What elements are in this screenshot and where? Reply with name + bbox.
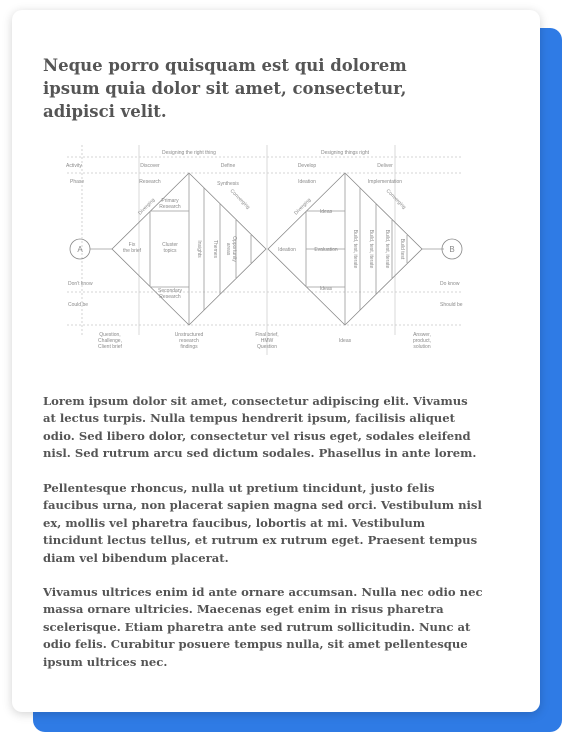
label-could-be: Could be bbox=[68, 302, 89, 308]
label-fix-the-brief: Fix the brief bbox=[122, 242, 142, 254]
label-bottom-answer: Answer, product, solution bbox=[412, 332, 432, 350]
label-evaluation: Evaluation bbox=[314, 247, 338, 253]
label-converging-2: Converging bbox=[384, 188, 407, 211]
label-bottom-question: Question, Challenge, Client brief bbox=[98, 332, 122, 350]
label-ideas-top: Ideas bbox=[319, 209, 333, 215]
label-point-b: B bbox=[449, 245, 455, 254]
label-diverging-1: Diverging bbox=[137, 197, 157, 217]
label-opportunity-areas: Opportunityareas bbox=[225, 236, 237, 262]
label-diverging-2: Diverging bbox=[293, 197, 313, 217]
label-phase: Phase bbox=[70, 179, 85, 185]
label-cluster-topics: Cluster topics bbox=[162, 242, 178, 254]
label-build-test-4: Build test bbox=[399, 238, 405, 260]
label-insights: Insights bbox=[196, 240, 202, 258]
label-ideation: Ideation bbox=[298, 179, 316, 185]
label-synthesis: Synthesis bbox=[217, 181, 239, 187]
label-build-test-3: Build, test, iterate bbox=[384, 229, 390, 269]
label-themes: Themes bbox=[212, 239, 218, 259]
paragraph-1: Lorem ipsum dolor sit amet, consectetur adipiscing elit. Vivamus at lectus turpis. Nulla tempus hendrerit ipsum, facilisis aliquet odio. Sed libero dolor, consectetur vel risus eget, sodales eleifend nisl. Sed rutrum arcu sed dictum sodales. Phasellus in ante lorem. bbox=[43, 394, 477, 461]
label-bottom-unstructured: Unstructured research findings bbox=[174, 332, 204, 350]
label-converging-1: Converging bbox=[228, 188, 251, 211]
label-research: Research bbox=[139, 179, 161, 185]
label-bottom-ideas: Ideas bbox=[338, 338, 352, 344]
paragraph-2: Pellentesque rhoncus, nulla ut pretium tincidunt, justo felis faucibus urna, non placerat sapien magna sed orci. Vestibulum nisl ex, mollis vel pharetra faucibus, lobortis at mi. Vestibulum tincidunt lectus tellus, et rutrum ex rutrum eget. Praesent tempus diam vel bibendum placerat. bbox=[43, 481, 482, 565]
label-secondary-research: Secondary Research bbox=[158, 288, 182, 300]
paragraph-3: Vivamus ultrices enim id ante ornare accumsan. Nulla nec odio nec massa ornare ultricies. Maecenas eget enim in risus pharetra scelerisque. Etiam pharetra ante sed rutrum sollicitudin. Nunc at odio felis. Curabitur posuere tempus nulla, sit amet pellentesque ipsum ultrices nec. bbox=[43, 585, 483, 669]
label-build-test-2: Build, test, iterate bbox=[368, 229, 374, 269]
label-define: Define bbox=[220, 163, 236, 169]
label-dont-know: Don't know bbox=[68, 281, 93, 287]
label-deliver: Deliver bbox=[377, 163, 393, 169]
label-do-know: Do know bbox=[440, 281, 460, 287]
label-primary-research: Primary Research bbox=[159, 198, 181, 210]
label-ideation-mid: Ideation bbox=[278, 247, 296, 253]
label-build-test-1: Build, test, iterate bbox=[352, 229, 358, 269]
label-bottom-final-brief: Final brief, HMW Question bbox=[255, 332, 279, 350]
double-diamond-diagram bbox=[52, 145, 472, 367]
article-heading: Neque porro quisquam est qui dolorem ipsum quia dolor sit amet, consectetur, adipisci velit. bbox=[43, 56, 407, 121]
label-should-be: Should be bbox=[440, 302, 463, 308]
label-ideas-bottom: Ideas bbox=[319, 286, 333, 292]
label-implementation: Implementation bbox=[367, 179, 403, 185]
label-activity: Activity bbox=[66, 163, 82, 169]
label-designing-right-thing: Designing the right thing bbox=[162, 150, 216, 156]
label-develop: Develop bbox=[297, 163, 317, 169]
label-discover: Discover bbox=[140, 163, 160, 169]
label-designing-things-right: Designing things right bbox=[320, 150, 370, 156]
label-point-a: A bbox=[77, 245, 83, 254]
